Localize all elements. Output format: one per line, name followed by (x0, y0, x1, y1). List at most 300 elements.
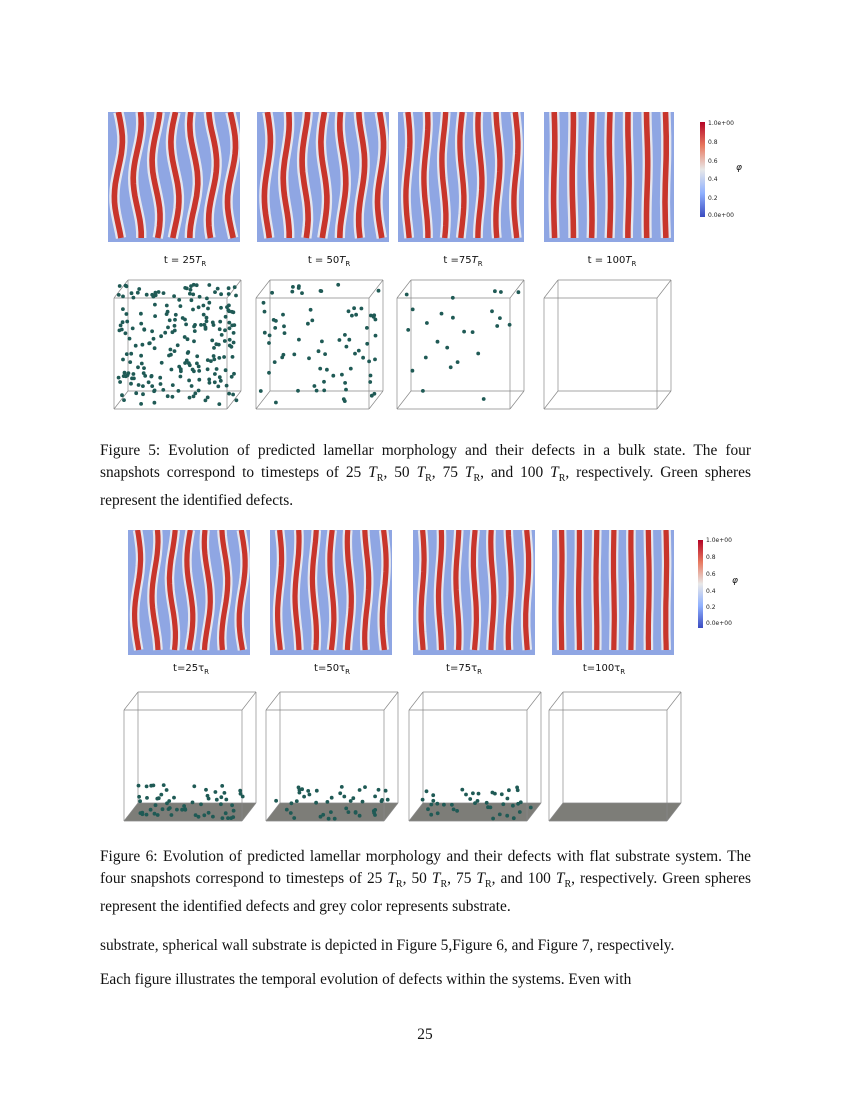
defect-sphere (230, 803, 234, 807)
defect-sphere (214, 790, 218, 794)
defect-sphere (212, 354, 216, 358)
defect-cube (120, 690, 260, 825)
defect-sphere (529, 806, 533, 810)
defect-sphere (121, 307, 125, 311)
defect-sphere (163, 331, 167, 335)
defect-sphere (139, 402, 143, 406)
defect-sphere (157, 796, 161, 800)
defect-sphere (214, 342, 218, 346)
defect-cube (252, 278, 387, 413)
defect-sphere (354, 313, 358, 317)
defect-sphere (231, 393, 235, 397)
defect-sphere (351, 796, 355, 800)
defect-sphere (367, 360, 371, 364)
defect-sphere (285, 808, 289, 812)
defect-sphere (354, 811, 358, 815)
defect-sphere (232, 341, 236, 345)
defect-sphere (158, 376, 162, 380)
defect-sphere (216, 385, 220, 389)
defect-sphere (349, 799, 353, 803)
defect-sphere (325, 368, 329, 372)
defect-sphere (134, 344, 138, 348)
defect-sphere (147, 380, 151, 384)
defect-sphere (210, 339, 214, 343)
defect-sphere (191, 308, 195, 312)
defect-sphere (227, 392, 231, 396)
defect-sphere (141, 812, 145, 816)
defect-sphere (232, 331, 236, 335)
defect-sphere (518, 810, 522, 814)
defect-sphere (218, 327, 222, 331)
defect-sphere (192, 325, 196, 329)
defect-sphere (195, 283, 199, 287)
defect-sphere (228, 344, 232, 348)
colorbar-tick: 1.0e+00 (708, 120, 734, 127)
defect-sphere (451, 296, 455, 300)
defect-sphere (179, 367, 183, 371)
defect-sphere (326, 800, 330, 804)
defect-sphere (283, 331, 287, 335)
defect-sphere (139, 312, 143, 316)
defect-sphere (361, 800, 365, 804)
defect-sphere (228, 338, 232, 342)
colorbar (698, 540, 703, 628)
defect-sphere (202, 304, 206, 308)
time-label: $t=75\tau_R$ (446, 663, 482, 676)
defect-sphere (166, 326, 170, 330)
defect-sphere (297, 286, 301, 290)
defect-sphere (365, 326, 369, 330)
defect-sphere (425, 789, 429, 793)
defect-sphere (165, 304, 169, 308)
defect-sphere (120, 393, 124, 397)
defect-sphere (176, 343, 180, 347)
colorbar-title: φ (736, 163, 742, 173)
morphology-snapshot (257, 112, 389, 242)
defect-sphere (462, 330, 466, 334)
defect-sphere (232, 372, 236, 376)
defect-sphere (471, 330, 475, 334)
defect-sphere (224, 368, 228, 372)
body-line-1: substrate, spherical wall substrate is depicted in Figure 5,Figure 6, and Figure 7, respectively. (100, 937, 675, 954)
defect-sphere (290, 801, 294, 805)
defect-sphere (345, 345, 349, 349)
defect-sphere (136, 365, 140, 369)
defect-sphere (197, 369, 201, 373)
defect-sphere (426, 807, 430, 811)
defect-cube (110, 278, 245, 413)
defect-sphere (323, 352, 327, 356)
defect-sphere (223, 791, 227, 795)
defect-sphere (206, 367, 210, 371)
defect-sphere (429, 813, 433, 817)
time-label: $t =75T_R$ (443, 255, 483, 268)
defect-sphere (338, 338, 342, 342)
defect-sphere (160, 361, 164, 365)
defect-sphere (507, 788, 511, 792)
defect-sphere (450, 803, 454, 807)
defect-sphere (235, 398, 239, 402)
defect-sphere (217, 356, 221, 360)
defect-sphere (315, 789, 319, 793)
defect-sphere (150, 293, 154, 297)
defect-sphere (207, 811, 211, 815)
defect-sphere (318, 367, 322, 371)
defect-sphere (309, 308, 313, 312)
defect-sphere (267, 341, 271, 345)
defect-sphere (118, 284, 122, 288)
defect-sphere (373, 808, 377, 812)
defect-sphere (175, 808, 179, 812)
defect-sphere (154, 291, 158, 295)
defect-sphere (280, 356, 284, 360)
defect-cube (545, 690, 685, 825)
defect-sphere (124, 331, 128, 335)
morphology-snapshot (552, 530, 674, 655)
defect-sphere (452, 808, 456, 812)
defect-sphere (123, 371, 127, 375)
defect-sphere (338, 791, 342, 795)
defect-sphere (281, 313, 285, 317)
defect-sphere (373, 795, 377, 799)
defect-sphere (442, 803, 446, 807)
defect-sphere (141, 384, 145, 388)
defect-cube (393, 278, 528, 413)
defect-sphere (340, 373, 344, 377)
colorbar-tick: 1.0e+00 (706, 537, 732, 544)
defect-sphere (189, 288, 193, 292)
defect-sphere (421, 389, 425, 393)
defect-sphere (192, 339, 196, 343)
defect-sphere (436, 340, 440, 344)
morphology-snapshot (128, 530, 250, 655)
defect-sphere (202, 313, 206, 317)
defect-sphere (179, 375, 183, 379)
defect-sphere (150, 384, 154, 388)
defect-sphere (421, 798, 425, 802)
defect-sphere (193, 329, 197, 333)
defect-sphere (152, 337, 156, 341)
defect-sphere (232, 323, 236, 327)
defect-sphere (171, 383, 175, 387)
defect-sphere (204, 326, 208, 330)
defect-sphere (137, 784, 141, 788)
defect-sphere (159, 382, 163, 386)
defect-sphere (369, 374, 373, 378)
defect-sphere (183, 286, 187, 290)
defect-sphere (429, 803, 433, 807)
defect-sphere (310, 319, 314, 323)
defect-sphere (449, 365, 453, 369)
defect-sphere (207, 301, 211, 305)
defect-sphere (198, 295, 202, 299)
time-label: $t = 100T_R$ (587, 255, 637, 268)
defect-sphere (320, 340, 324, 344)
defect-sphere (134, 391, 138, 395)
defect-sphere (424, 356, 428, 360)
defect-sphere (149, 375, 153, 379)
defect-sphere (142, 371, 146, 375)
defect-sphere (224, 811, 228, 815)
defect-sphere (219, 802, 223, 806)
defect-sphere (165, 788, 169, 792)
defect-sphere (306, 322, 310, 326)
time-label: $t=50\tau_R$ (314, 663, 350, 676)
defect-sphere (306, 789, 310, 793)
defect-sphere (445, 346, 449, 350)
defect-sphere (179, 304, 183, 308)
defect-sphere (344, 807, 348, 811)
defect-sphere (451, 316, 455, 320)
defect-sphere (184, 323, 188, 327)
defect-sphere (516, 802, 520, 806)
defect-sphere (353, 352, 357, 356)
defect-sphere (117, 293, 121, 297)
defect-sphere (190, 384, 194, 388)
defect-sphere (431, 793, 435, 797)
defect-sphere (191, 801, 195, 805)
defect-sphere (206, 396, 210, 400)
defect-sphere (145, 796, 149, 800)
defect-sphere (493, 289, 497, 293)
defect-sphere (219, 379, 223, 383)
defect-sphere (491, 791, 495, 795)
defect-sphere (291, 285, 295, 289)
defect-sphere (183, 318, 187, 322)
defect-sphere (322, 380, 326, 384)
defect-sphere (233, 285, 237, 289)
defect-cube (540, 278, 675, 413)
defect-sphere (154, 803, 158, 807)
defect-sphere (199, 802, 203, 806)
defect-sphere (177, 298, 181, 302)
defect-sphere (322, 389, 326, 393)
defect-sphere (137, 287, 141, 291)
defect-sphere (357, 349, 361, 353)
defect-sphere (333, 817, 337, 821)
defect-sphere (268, 334, 272, 338)
defect-sphere (425, 321, 429, 325)
defect-sphere (358, 814, 362, 818)
defect-sphere (124, 284, 128, 288)
defect-sphere (363, 785, 367, 789)
morphology-snapshot (270, 530, 392, 655)
defect-sphere (120, 328, 124, 332)
defect-sphere (297, 786, 301, 790)
defect-sphere (159, 793, 163, 797)
defect-sphere (187, 379, 191, 383)
defect-sphere (183, 807, 187, 811)
morphology-snapshot (108, 112, 240, 242)
defect-sphere (490, 309, 494, 313)
defect-sphere (207, 283, 211, 287)
defect-sphere (342, 795, 346, 799)
defect-sphere (213, 380, 217, 384)
defect-sphere (360, 307, 364, 311)
defect-sphere (142, 366, 146, 370)
defect-sphere (347, 810, 351, 814)
defect-sphere (125, 312, 129, 316)
defect-sphere (506, 797, 510, 801)
defect-sphere (431, 799, 435, 803)
defect-sphere (121, 295, 125, 299)
defect-sphere (273, 360, 277, 364)
colorbar-title: φ (732, 576, 738, 586)
defect-sphere (411, 369, 415, 373)
defect-sphere (132, 377, 136, 381)
defect-sphere (162, 291, 166, 295)
defect-sphere (170, 813, 174, 817)
defect-sphere (228, 326, 232, 330)
defect-sphere (173, 318, 177, 322)
defect-sphere (118, 380, 122, 384)
defect-sphere (161, 807, 165, 811)
defect-sphere (141, 343, 145, 347)
defect-sphere (499, 290, 503, 294)
defect-sphere (274, 401, 278, 405)
defect-sphere (477, 792, 481, 796)
defect-sphere (340, 785, 344, 789)
defect-sphere (343, 399, 347, 403)
defect-sphere (129, 352, 133, 356)
defect-sphere (206, 358, 210, 362)
defect-sphere (498, 316, 502, 320)
defect-sphere (188, 396, 192, 400)
defect-sphere (501, 802, 505, 806)
defect-sphere (197, 378, 201, 382)
defect-sphere (159, 334, 163, 338)
defect-sphere (132, 372, 136, 376)
defect-sphere (185, 359, 189, 363)
defect-sphere (153, 401, 157, 405)
defect-sphere (190, 298, 194, 302)
defect-sphere (300, 291, 304, 295)
defect-sphere (206, 307, 210, 311)
defect-sphere (147, 342, 151, 346)
defect-sphere (140, 362, 144, 366)
colorbar-tick: 0.8 (708, 139, 718, 146)
defect-sphere (173, 324, 177, 328)
defect-sphere (117, 376, 121, 380)
page-number: 25 (417, 1026, 433, 1043)
defect-sphere (468, 797, 472, 801)
defect-sphere (192, 395, 196, 399)
defect-sphere (315, 389, 319, 393)
defect-sphere (139, 354, 143, 358)
defect-sphere (119, 324, 123, 328)
defect-sphere (153, 389, 157, 393)
substrate (549, 803, 681, 821)
defect-sphere (205, 316, 209, 320)
defect-sphere (319, 815, 323, 819)
defect-sphere (206, 794, 210, 798)
defect-sphere (319, 289, 323, 293)
defect-sphere (170, 368, 174, 372)
defect-sphere (202, 813, 206, 817)
defect-sphere (262, 301, 266, 305)
colorbar-tick: 0.6 (706, 571, 716, 578)
defect-sphere (197, 305, 201, 309)
defect-sphere (204, 788, 208, 792)
defect-sphere (141, 392, 145, 396)
defect-sphere (145, 293, 149, 297)
defect-sphere (272, 318, 276, 322)
defect-sphere (149, 808, 153, 812)
defect-sphere (274, 799, 278, 803)
defect-sphere (167, 354, 171, 358)
defect-sphere (290, 290, 294, 294)
defect-sphere (343, 333, 347, 337)
figure-6-caption: Figure 6: Evolution of predicted lamellar morphology and their defects with flat substrate system. The four snapshots correspond to timesteps of 25 $T_R$, 50 $T_R$, 75 $T_R$, and 100 $T_R$, respectively. Green spheres represent the identified defects and grey color represents substrate. (100, 848, 751, 916)
defect-sphere (220, 333, 224, 337)
defect-sphere (125, 320, 129, 324)
defect-sphere (512, 816, 516, 820)
time-label: $t=25\tau_R$ (173, 663, 209, 676)
defect-sphere (162, 783, 166, 787)
defect-sphere (152, 784, 156, 788)
defect-sphere (213, 290, 217, 294)
defect-sphere (456, 360, 460, 364)
defect-sphere (491, 817, 495, 821)
defect-sphere (122, 398, 126, 402)
defect-sphere (167, 799, 171, 803)
defect-sphere (197, 815, 201, 819)
defect-sphere (138, 799, 142, 803)
defect-sphere (173, 349, 177, 353)
defect-sphere (174, 313, 178, 317)
defect-sphere (145, 785, 149, 789)
defect-sphere (121, 320, 125, 324)
defect-sphere (195, 362, 199, 366)
defect-sphere (464, 793, 468, 797)
defect-sphere (267, 371, 271, 375)
defect-sphere (232, 809, 236, 813)
defect-sphere (230, 375, 234, 379)
defect-cube (405, 690, 545, 825)
defect-sphere (349, 367, 353, 371)
defect-sphere (511, 804, 515, 808)
defect-sphere (122, 374, 126, 378)
defect-sphere (289, 811, 293, 815)
morphology-snapshot (413, 530, 535, 655)
defect-sphere (121, 358, 125, 362)
defect-sphere (188, 292, 192, 296)
defect-sphere (384, 789, 388, 793)
defect-sphere (132, 296, 136, 300)
defect-sphere (186, 351, 190, 355)
defect-sphere (218, 375, 222, 379)
defect-sphere (263, 331, 267, 335)
defect-sphere (142, 327, 146, 331)
defect-sphere (223, 328, 227, 332)
defect-sphere (495, 324, 499, 328)
defect-sphere (234, 294, 238, 298)
defect-sphere (216, 287, 220, 291)
defect-sphere (204, 399, 208, 403)
defect-sphere (406, 328, 410, 332)
defect-sphere (411, 308, 415, 312)
defect-sphere (405, 293, 409, 297)
defect-sphere (331, 374, 335, 378)
defect-sphere (380, 798, 384, 802)
defect-sphere (224, 315, 228, 319)
colorbar (700, 122, 705, 217)
defect-sphere (172, 796, 176, 800)
defect-sphere (145, 813, 149, 817)
defect-sphere (317, 349, 321, 353)
defect-sphere (128, 337, 132, 341)
defect-sphere (192, 784, 196, 788)
